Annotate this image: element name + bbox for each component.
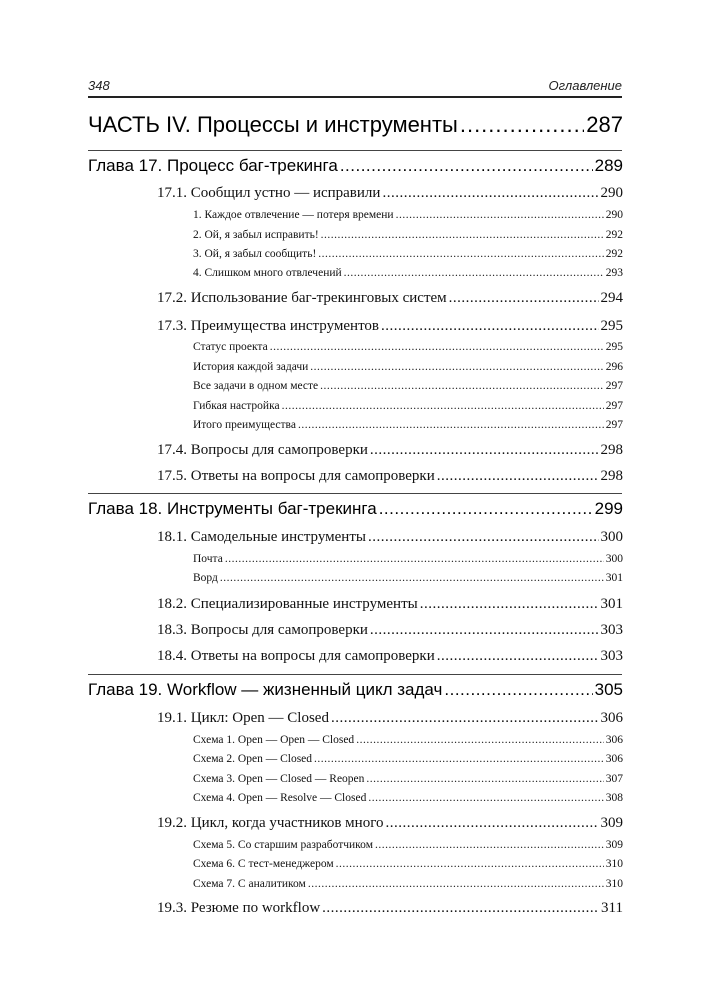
subsection-page: 301 — [605, 572, 623, 584]
dot-leader — [331, 710, 599, 727]
toc-subsection-entry — [193, 341, 623, 353]
subsection-title: 4. Слишком много отвлечений — [193, 267, 342, 279]
toc-section-entry — [157, 290, 623, 307]
part-page: 287 — [586, 112, 623, 137]
dot-leader — [356, 734, 604, 746]
section-page: 290 — [600, 185, 623, 201]
subsection-page: 310 — [605, 878, 623, 890]
toc-section-entry — [157, 710, 623, 727]
subsection-title: Схема 7. С аналитиком — [193, 878, 306, 890]
toc-section-entry — [157, 622, 623, 639]
subsection-page: 309 — [605, 839, 623, 851]
toc-part-entry — [88, 112, 623, 138]
toc-subsection-entry — [193, 858, 623, 870]
section-page: 294 — [600, 290, 623, 306]
section-title: 17.2. Использование баг-трекинговых систем — [157, 290, 447, 306]
section-page: 298 — [600, 442, 623, 458]
dot-leader — [225, 553, 604, 565]
dot-leader — [321, 229, 604, 241]
chapter-divider — [88, 674, 622, 675]
chapter-page: 305 — [594, 680, 623, 699]
dot-leader — [437, 468, 599, 485]
subsection-title: 1. Каждое отвлечение — потеря времени — [193, 209, 394, 221]
section-page: 306 — [600, 710, 623, 726]
dot-leader — [366, 773, 603, 785]
section-title: 18.2. Специализированные инструменты — [157, 596, 418, 612]
dot-leader — [420, 596, 599, 613]
section-page: 295 — [600, 318, 623, 334]
subsection-title: Схема 5. Со старшим разработчиком — [193, 839, 373, 851]
toc-section-entry — [157, 815, 623, 832]
dot-leader — [308, 878, 604, 890]
subsection-page: 310 — [605, 858, 623, 870]
section-title: 18.1. Самодельные инструменты — [157, 529, 366, 545]
subsection-title: Схема 2. Open — Closed — [193, 753, 313, 765]
dot-leader — [370, 442, 599, 459]
toc-subsection-entry — [193, 878, 623, 890]
toc-subsection-entry — [193, 734, 623, 746]
dot-leader — [322, 900, 599, 917]
header-section-title: Оглавление — [548, 78, 622, 93]
toc-subsection-entry — [193, 361, 623, 373]
dot-leader — [370, 622, 599, 639]
dot-leader — [382, 185, 598, 202]
dot-leader — [282, 400, 604, 412]
toc-subsection-entry — [193, 553, 623, 565]
section-title: 18.4. Ответы на вопросы для самопроверки — [157, 648, 435, 664]
toc-subsection-entry — [193, 419, 623, 431]
section-title: 19.2. Цикл, когда участников много — [157, 815, 384, 831]
toc-subsection-entry — [193, 839, 623, 851]
subsection-page: 290 — [605, 209, 623, 221]
section-page: 300 — [600, 529, 623, 545]
subsection-title: 2. Ой, я забыл исправить! — [193, 229, 319, 241]
subsection-page: 293 — [605, 267, 623, 279]
dot-leader — [385, 815, 598, 832]
chapter-page: 299 — [594, 499, 623, 518]
subsection-page: 296 — [605, 361, 623, 373]
dot-leader — [298, 419, 604, 431]
dot-leader — [449, 290, 599, 307]
toc-section-entry — [157, 900, 623, 917]
subsection-page: 297 — [605, 380, 623, 392]
subsection-title: Схема 3. Open — Closed — Reopen — [193, 773, 365, 785]
dot-leader — [368, 529, 599, 546]
subsection-page: 308 — [605, 792, 623, 804]
dot-leader — [375, 839, 604, 851]
subsection-title: Статус проекта — [193, 341, 268, 353]
subsection-page: 297 — [605, 419, 623, 431]
toc-chapter-entry — [88, 499, 623, 519]
subsection-title: Схема 4. Open — Resolve — Closed — [193, 792, 367, 804]
dot-leader — [437, 648, 599, 665]
section-title: 17.3. Преимущества инструментов — [157, 318, 380, 334]
section-title: 17.4. Вопросы для самопроверки — [157, 442, 368, 458]
header-page-number: 348 — [88, 78, 110, 93]
dot-leader — [444, 680, 592, 700]
chapter-title: Глава 19. Workflow — жизненный цикл задач — [88, 680, 443, 699]
toc-subsection-entry — [193, 380, 623, 392]
toc-subsection-entry — [193, 572, 623, 584]
subsection-page: 306 — [605, 734, 623, 746]
part-title: ЧАСТЬ IV. Процессы и инструменты — [88, 112, 458, 137]
section-page: 309 — [600, 815, 623, 831]
toc-subsection-entry — [193, 792, 623, 804]
toc-section-entry — [157, 468, 623, 485]
dot-leader — [314, 753, 604, 765]
subsection-title: Почта — [193, 553, 223, 565]
toc-subsection-entry — [193, 209, 623, 221]
dot-leader — [460, 112, 584, 138]
dot-leader — [270, 341, 604, 353]
subsection-title: Схема 1. Open — Open — Closed — [193, 734, 355, 746]
dot-leader — [310, 361, 603, 373]
subsection-title: История каждой задачи — [193, 361, 309, 373]
subsection-page: 307 — [605, 773, 623, 785]
dot-leader — [220, 572, 604, 584]
subsection-title: 3. Ой, я забыл сообщить! — [193, 248, 317, 260]
toc-subsection-entry — [193, 267, 623, 279]
chapter-divider — [88, 150, 622, 151]
toc-subsection-entry — [193, 773, 623, 785]
dot-leader — [396, 209, 604, 221]
toc-chapter-entry — [88, 680, 623, 700]
section-title: 17.1. Сообщил устно — исправили — [157, 185, 381, 201]
section-title: 19.1. Цикл: Open — Closed — [157, 710, 329, 726]
subsection-title: Схема 6. С тест-менеджером — [193, 858, 334, 870]
subsection-page: 292 — [605, 248, 623, 260]
toc-chapter-entry — [88, 156, 623, 176]
chapter-page: 289 — [594, 156, 623, 175]
toc-section-entry — [157, 185, 623, 202]
section-page: 301 — [600, 596, 623, 612]
chapter-title: Глава 18. Инструменты баг-трекинга — [88, 499, 377, 518]
dot-leader — [318, 248, 603, 260]
toc-section-entry — [157, 596, 623, 613]
toc-subsection-entry — [193, 400, 623, 412]
dot-leader — [320, 380, 604, 392]
dot-leader — [368, 792, 603, 804]
dot-leader — [381, 318, 598, 335]
toc-section-entry — [157, 529, 623, 546]
subsection-page: 306 — [605, 753, 623, 765]
subsection-title: Ворд — [193, 572, 218, 584]
toc-section-entry — [157, 318, 623, 335]
subsection-title: Все задачи в одном месте — [193, 380, 319, 392]
toc-section-entry — [157, 648, 623, 665]
subsection-page: 295 — [605, 341, 623, 353]
section-title: 17.5. Ответы на вопросы для самопроверки — [157, 468, 435, 484]
section-title: 18.3. Вопросы для самопроверки — [157, 622, 368, 638]
subsection-page: 292 — [605, 229, 623, 241]
dot-leader — [344, 267, 604, 279]
section-page: 298 — [600, 468, 623, 484]
subsection-page: 300 — [605, 553, 623, 565]
dot-leader — [379, 499, 593, 519]
chapter-divider — [88, 493, 622, 494]
toc-subsection-entry — [193, 753, 623, 765]
section-title: 19.3. Резюме по workflow — [157, 900, 321, 916]
subsection-page: 297 — [605, 400, 623, 412]
toc-section-entry — [157, 442, 623, 459]
dot-leader — [340, 156, 593, 176]
chapter-title: Глава 17. Процесс баг-трекинга — [88, 156, 338, 175]
section-page: 303 — [600, 622, 623, 638]
subsection-title: Итого преимущества — [193, 419, 296, 431]
toc-subsection-entry — [193, 229, 623, 241]
dot-leader — [336, 858, 604, 870]
section-page: 303 — [600, 648, 623, 664]
toc-subsection-entry — [193, 248, 623, 260]
subsection-title: Гибкая настройка — [193, 400, 280, 412]
section-page: 311 — [601, 900, 623, 916]
